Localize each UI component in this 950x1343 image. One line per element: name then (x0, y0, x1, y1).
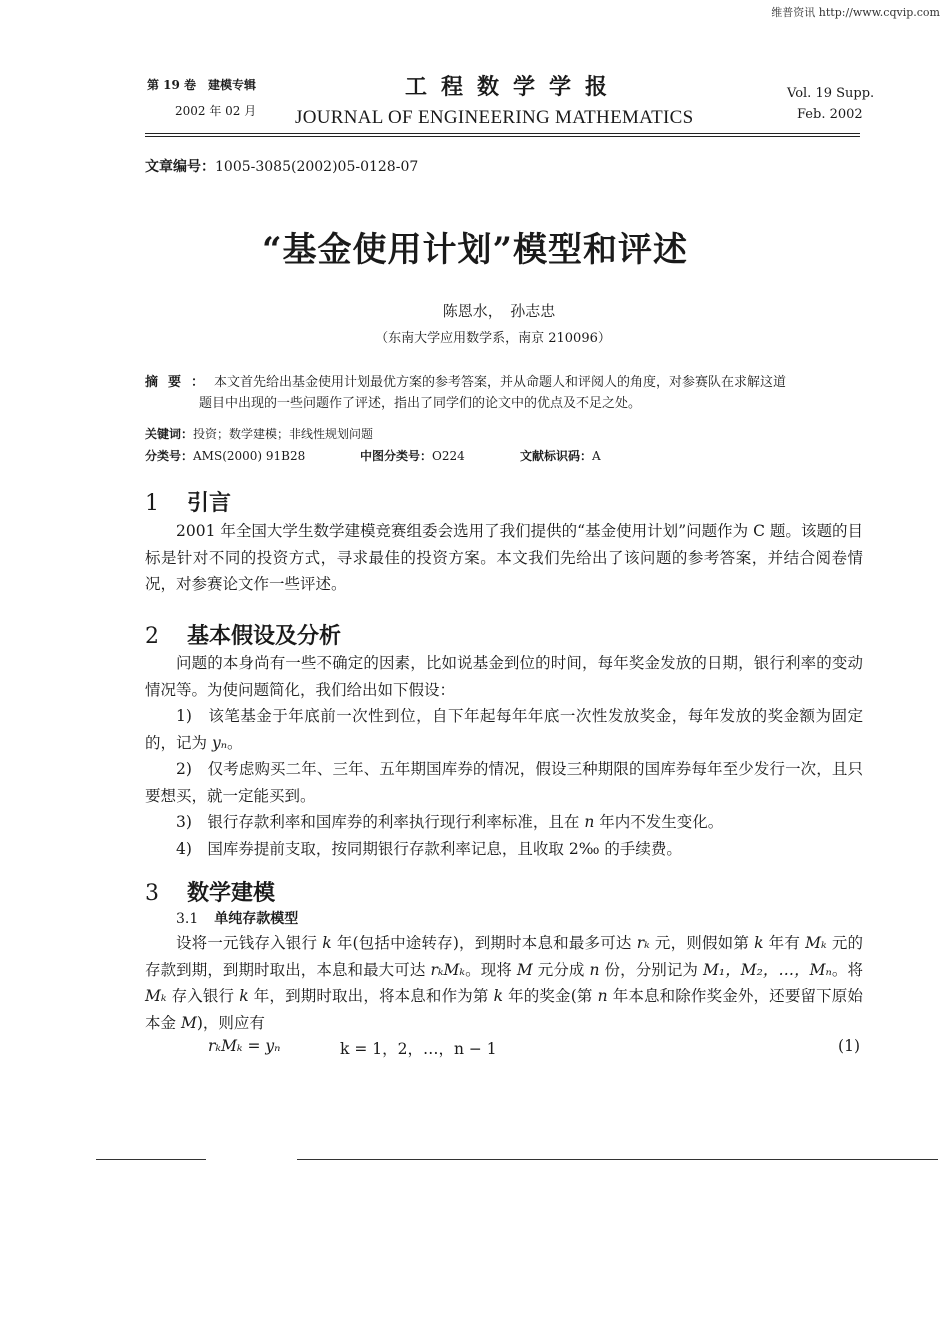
assumption-4: 4) 国库券提前支取，按同期银行存款利率记息，且收取 2‰ 的手续费。 (176, 839, 682, 858)
s3-text-4: 年有 (768, 934, 801, 952)
assumption-3-var: n (584, 813, 595, 831)
clc-label: 中图分类号： (360, 449, 433, 463)
var-list: M₁，M₂，…，Mₙ (703, 960, 832, 979)
assumption-1 (145, 703, 863, 756)
watermark: 维普资讯 http://www.cqvip.com (771, 6, 940, 19)
assumption-2: 2) 仅考虑购买二年、三年、五年期国库券的情况，假设三种期限的国库券每年至少发行一次，且只要想买，就一定能买到。 (145, 760, 863, 805)
var-M: M (180, 1013, 197, 1032)
assumption-3-text-b: 年内不发生变化。 (599, 813, 724, 831)
s3-text-1: 设将一元钱存入银行 (176, 934, 318, 952)
section-3-number: 3 (145, 881, 159, 906)
assumption-3 (145, 809, 863, 836)
var-k: k (322, 934, 332, 952)
assumption-1-text: 1) 该笔基金于年底前一次性到位，自下年起每年年底一次性发放奖金，每年发放的奖金额为固定的，记为 (145, 707, 863, 752)
assumption-1-end: 。 (227, 733, 243, 752)
volume-cn: 第 19 卷 建模专辑 (147, 78, 257, 92)
subsection-3-1-heading (176, 908, 298, 928)
subsection-3-1-number: 3.1 (176, 911, 199, 927)
var-Mk: Mₖ (145, 987, 167, 1005)
section-3-heading (145, 876, 275, 907)
var-k: k (239, 987, 249, 1005)
section-3-title: 数学建模 (187, 880, 276, 906)
article-number (145, 156, 418, 176)
section-1-number: 1 (145, 491, 159, 516)
assumption-3-text-a: 3) 银行存款利率和国库券的利率执行现行利率标准，且在 (176, 813, 580, 831)
section-1-paragraph: 2001 年全国大学生数学建模竞赛组委会选用了我们提供的“基金使用计划”问题作为 C 题。该题的目标是针对不同的投资方式，寻求最佳的投资方案。本文我们先给出了该问题的参考答案，并结合阅卷情况，对参赛论文作一些评述。 (145, 522, 863, 593)
s3-text-13: 年本息和除作奖金外，还要留下原始本金 (145, 987, 863, 1032)
class-label: 分类号： (145, 449, 194, 463)
var-k: k (754, 934, 764, 952)
classification (145, 447, 601, 464)
s3-text-3: 元，则假如第 (654, 934, 750, 952)
authors: 陈恩水， 孙志忠 (442, 302, 556, 320)
equation-lhs: rₖMₖ = yₙ (208, 1037, 281, 1055)
keywords-value: 投资；数学建模；非线性规划问题 (193, 427, 374, 441)
article-number-value: 1005-3085(2002)05-0128-07 (215, 159, 419, 175)
abstract-line-1: 本文首先给出基金使用计划最优方案的参考答案，并从命题人和评阅人的角度，对参赛队在求解这道 (214, 375, 787, 390)
s3-text-5: 元的存款到期，到期时取出，本息和最大可达 (145, 934, 864, 979)
equation-range: k = 1，2，…，n − 1 (340, 1040, 497, 1058)
journal-title-en: JOURNAL OF ENGINEERING MATHEMATICS (295, 107, 694, 128)
section-1-heading (145, 486, 231, 517)
s3-text-6: 。现将 (465, 960, 512, 979)
footnote-rule-left (96, 1159, 206, 1160)
volume-en: Vol. 19 Supp. (787, 86, 875, 101)
clc-value: O224 (432, 449, 465, 463)
section-2-heading (145, 619, 341, 650)
abstract (145, 372, 863, 414)
header-rule (145, 133, 860, 134)
subsection-3-1-title: 单纯存款模型 (214, 911, 299, 927)
var-k: k (493, 987, 504, 1005)
s3-text-7: 元分成 (537, 960, 585, 979)
journal-title-cn: 工程数学学报 (405, 74, 622, 100)
s3-text-10: 存入银行 (171, 987, 235, 1005)
footnote-rule-right (297, 1159, 938, 1160)
section-3-paragraph (145, 930, 863, 1036)
var-n: n (589, 960, 600, 979)
section-1-title: 引言 (187, 490, 232, 516)
doc-code-value: A (592, 449, 601, 463)
abstract-line-2: 题目中出现的一些问题作了评述，指出了同学们的论文中的优点及不足之处。 (199, 396, 642, 411)
paper-title: “基金使用计划”模型和评述 (261, 230, 689, 270)
affiliation: （东南大学应用数学系，南京 210096） (375, 331, 611, 346)
abstract-label: 摘要： (145, 375, 215, 390)
class-value: AMS(2000) 91B28 (193, 449, 306, 463)
var-Mk: Mₖ (805, 934, 827, 952)
assumption-1-var: yₙ (211, 733, 227, 752)
var-n: n (597, 987, 608, 1005)
s3-text-11: 年，到期时取出，将本息和作为第 (253, 987, 489, 1005)
date-en: Feb. 2002 (797, 107, 863, 122)
var-rk: rₖ (636, 934, 650, 952)
article-number-label: 文章编号： (145, 159, 215, 175)
s3-text-9: 。将 (831, 960, 863, 979)
section-2-paragraph: 问题的本身尚有一些不确定的因素，比如说基金到位的时间，每年奖金发放的日期，银行利率的变动情况等。为使问题简化，我们给出如下假设： (145, 654, 863, 699)
var-M: M (516, 960, 533, 979)
keywords-label: 关键词： (145, 427, 194, 441)
keywords (145, 425, 373, 442)
s3-text-8: 份，分别记为 (604, 960, 699, 979)
header-rule-thin (145, 136, 860, 137)
doc-code-label: 文献标识码： (520, 449, 593, 463)
section-1-body (145, 518, 863, 598)
var-rkMk: rₖMₖ (430, 960, 466, 979)
section-2-title: 基本假设及分析 (187, 623, 342, 649)
section-3-body (145, 930, 863, 1036)
s3-text-14: )，则应有 (196, 1013, 265, 1032)
s3-text-12: 年的奖金(第 (508, 987, 593, 1005)
section-2-number: 2 (145, 624, 159, 649)
date-cn: 2002 年 02 月 (175, 104, 257, 118)
s3-text-2: 年(包括中途转存)，到期时本息和最多可达 (336, 934, 632, 952)
equation-number: (1) (838, 1037, 860, 1055)
section-2-body (145, 650, 863, 862)
